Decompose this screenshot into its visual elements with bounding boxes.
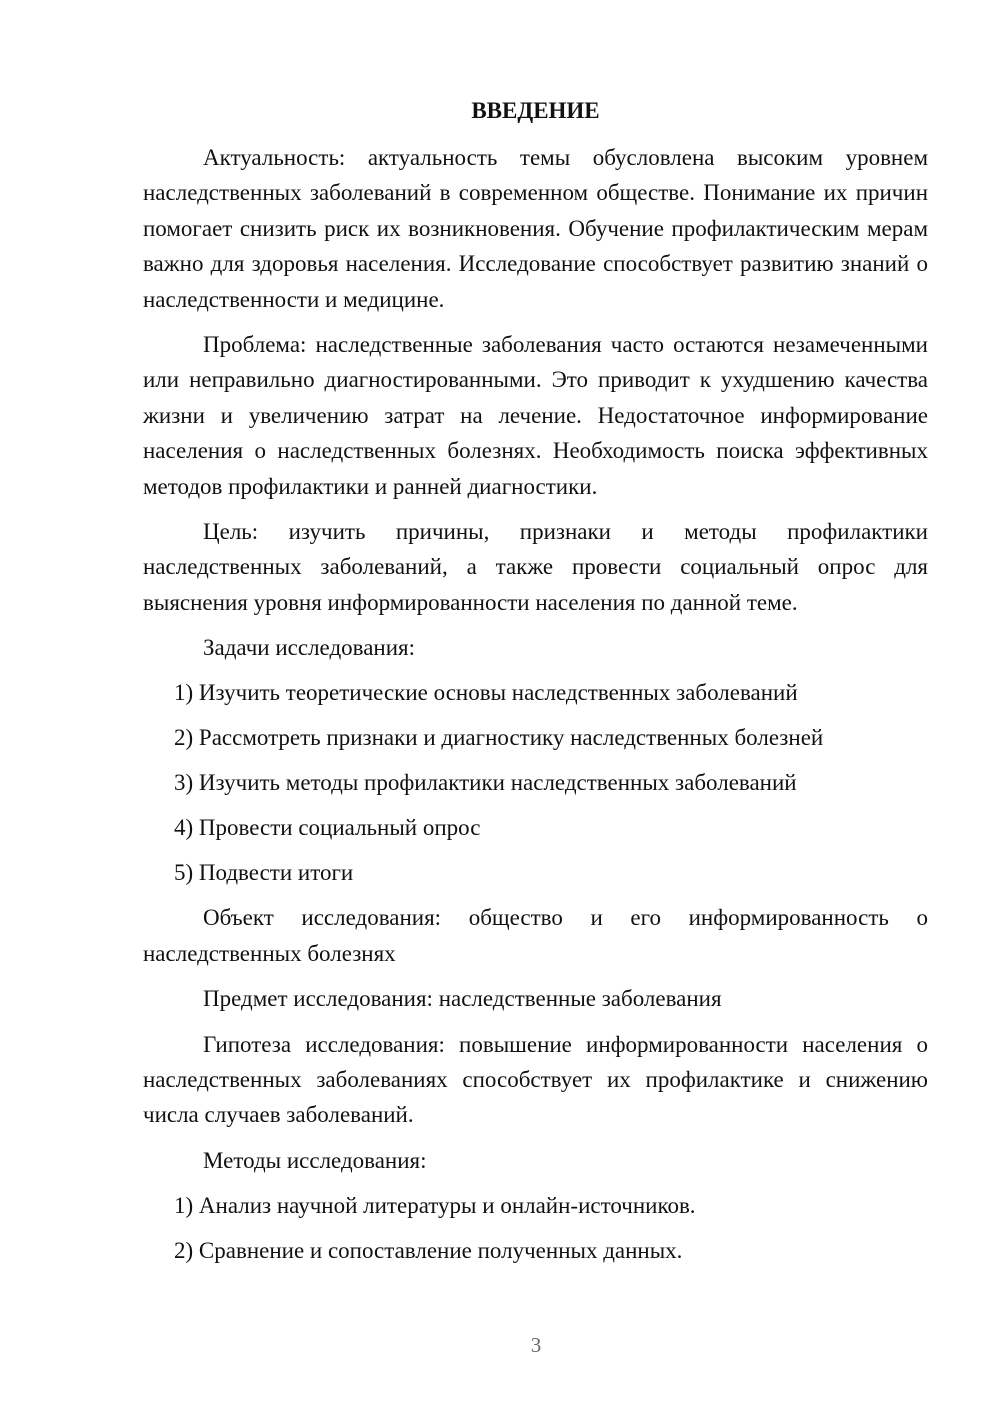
- subject-paragraph: Предмет исследования: наследственные заболевания: [203, 986, 722, 1012]
- list-item: 1) Анализ научной литературы и онлайн-источников.: [174, 1192, 696, 1218]
- tasks-label: Задачи исследования:: [203, 635, 416, 661]
- list-item: 1) Изучить теоретические основы наследственных заболеваний: [174, 680, 798, 706]
- methods-label: Методы исследования:: [203, 1147, 427, 1173]
- document-page: [143, 96, 928, 1278]
- tasks-list: [143, 675, 928, 890]
- list-item: 2) Рассмотреть признаки и диагностику наследственных болезней: [174, 725, 824, 751]
- list-item: 4) Провести социальный опрос: [174, 815, 481, 841]
- object-paragraph: Объект исследования: общество и его информированность о наследственных болезнях: [143, 905, 928, 966]
- list-item: 5) Подвести итоги: [174, 860, 354, 886]
- goal-paragraph: Цель: изучить причины, признаки и методы профилактики наследственных заболеваний, а также провести социальный опрос для выяснения уровня информированности населения по данной теме.: [143, 519, 928, 615]
- list-item: 2) Сравнение и сопоставление полученных данных.: [174, 1237, 683, 1263]
- page-number: 3: [530, 1333, 542, 1357]
- relevance-paragraph: Актуальность: актуальность темы обусловлена высоким уровнем наследственных заболеваний в современном обществе. Понимание их причин помогает снизить риск их возникновения. Обучение профилактическим мерам важно для здоровья населения. Исследование способствует развитию знаний о наследственности и медицине.: [143, 145, 928, 312]
- page-title: ВВЕДЕНИЕ: [471, 98, 600, 123]
- list-item: 3) Изучить методы профилактики наследственных заболеваний: [174, 770, 797, 796]
- hypothesis-paragraph: Гипотеза исследования: повышение информированности населения о наследственных заболеваниях способствует их профилактике и снижению числа случаев заболеваний.: [143, 1031, 928, 1128]
- problem-paragraph: Проблема: наследственные заболевания часто остаются незамеченными или неправильно диагностированными. Это приводит к ухудшению качества жизни и увеличению затрат на лечение. Недостаточное информирование населения о наследственных болезнях. Необходимость поиска эффективных методов профилактики и ранней диагностики.: [143, 332, 928, 499]
- methods-list: [143, 1188, 928, 1268]
